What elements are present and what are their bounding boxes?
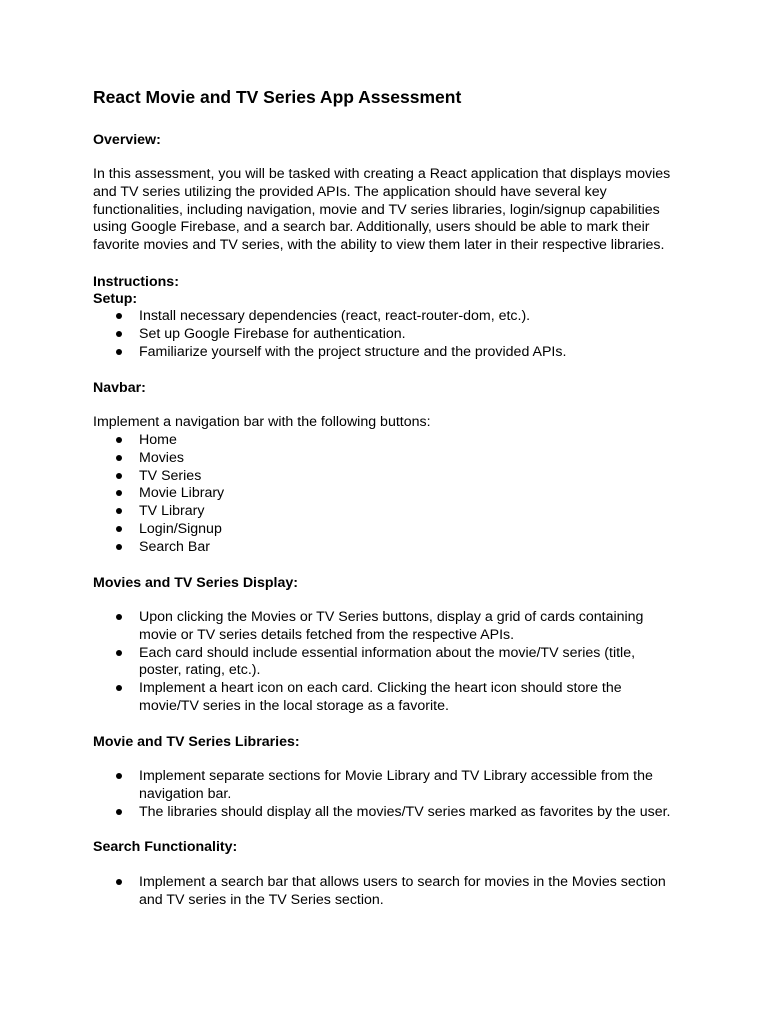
list-item: TV Series (93, 468, 693, 486)
list-item: Install necessary dependencies (react, react-router-dom, etc.). (93, 308, 693, 326)
setup-list (93, 308, 693, 361)
list-item: The libraries should display all the movies/TV series marked as favorites by the user. (93, 804, 693, 822)
overview-heading: Overview: (93, 132, 161, 148)
list-item: Set up Google Firebase for authentication. (93, 326, 693, 344)
list-item: Movie Library (93, 485, 693, 503)
list-item: Movies (93, 450, 693, 468)
search-list (93, 874, 693, 910)
list-item: Home (93, 432, 693, 450)
search-heading: Search Functionality: (93, 839, 238, 855)
list-item: Implement separate sections for Movie Library and TV Library accessible from the navigation bar. (93, 768, 693, 804)
overview-line: In this assessment, you will be tasked with creating a React application that displays movies (93, 166, 671, 182)
list-item: Login/Signup (93, 521, 693, 539)
list-item: Upon clicking the Movies or TV Series buttons, display a grid of cards containing movie or TV series details fetched from the respective APIs. (93, 609, 693, 645)
overview-line: using Google Firebase, and a search bar. Additionally, users should be able to mark their (93, 219, 650, 236)
overview-line: functionalities, including navigation, movie and TV series libraries, login/signup capabilities (93, 201, 660, 218)
display-heading: Movies and TV Series Display: (93, 575, 299, 591)
list-item: Implement a heart icon on each card. Clicking the heart icon should store the movie/TV series in the local storage as a favorite. (93, 680, 693, 716)
list-item: Implement a search bar that allows users to search for movies in the Movies section and TV series in the TV Series section. (93, 874, 693, 910)
list-item: Each card should include essential information about the movie/TV series (title, poster, rating, etc.). (93, 645, 693, 681)
instructions-heading: Instructions: (93, 274, 179, 290)
navbar-list (93, 432, 693, 557)
list-item: Search Bar (93, 539, 693, 557)
overview-line: favorite movies and TV series, with the ability to view them later in their respective libraries. (93, 237, 665, 254)
navbar-intro: Implement a navigation bar with the following buttons: (93, 414, 431, 430)
libraries-heading: Movie and TV Series Libraries: (93, 734, 300, 750)
list-item: TV Library (93, 503, 693, 521)
navbar-heading: Navbar: (93, 380, 146, 396)
display-list (93, 609, 693, 716)
overview-paragraph (93, 166, 683, 255)
libraries-list (93, 768, 693, 821)
setup-heading: Setup: (93, 291, 138, 307)
document-title: React Movie and TV Series App Assessment (93, 87, 462, 107)
list-item: Familiarize yourself with the project structure and the provided APIs. (93, 344, 693, 362)
overview-line: and TV series utilizing the provided APIs. The application should have several key (93, 183, 607, 200)
